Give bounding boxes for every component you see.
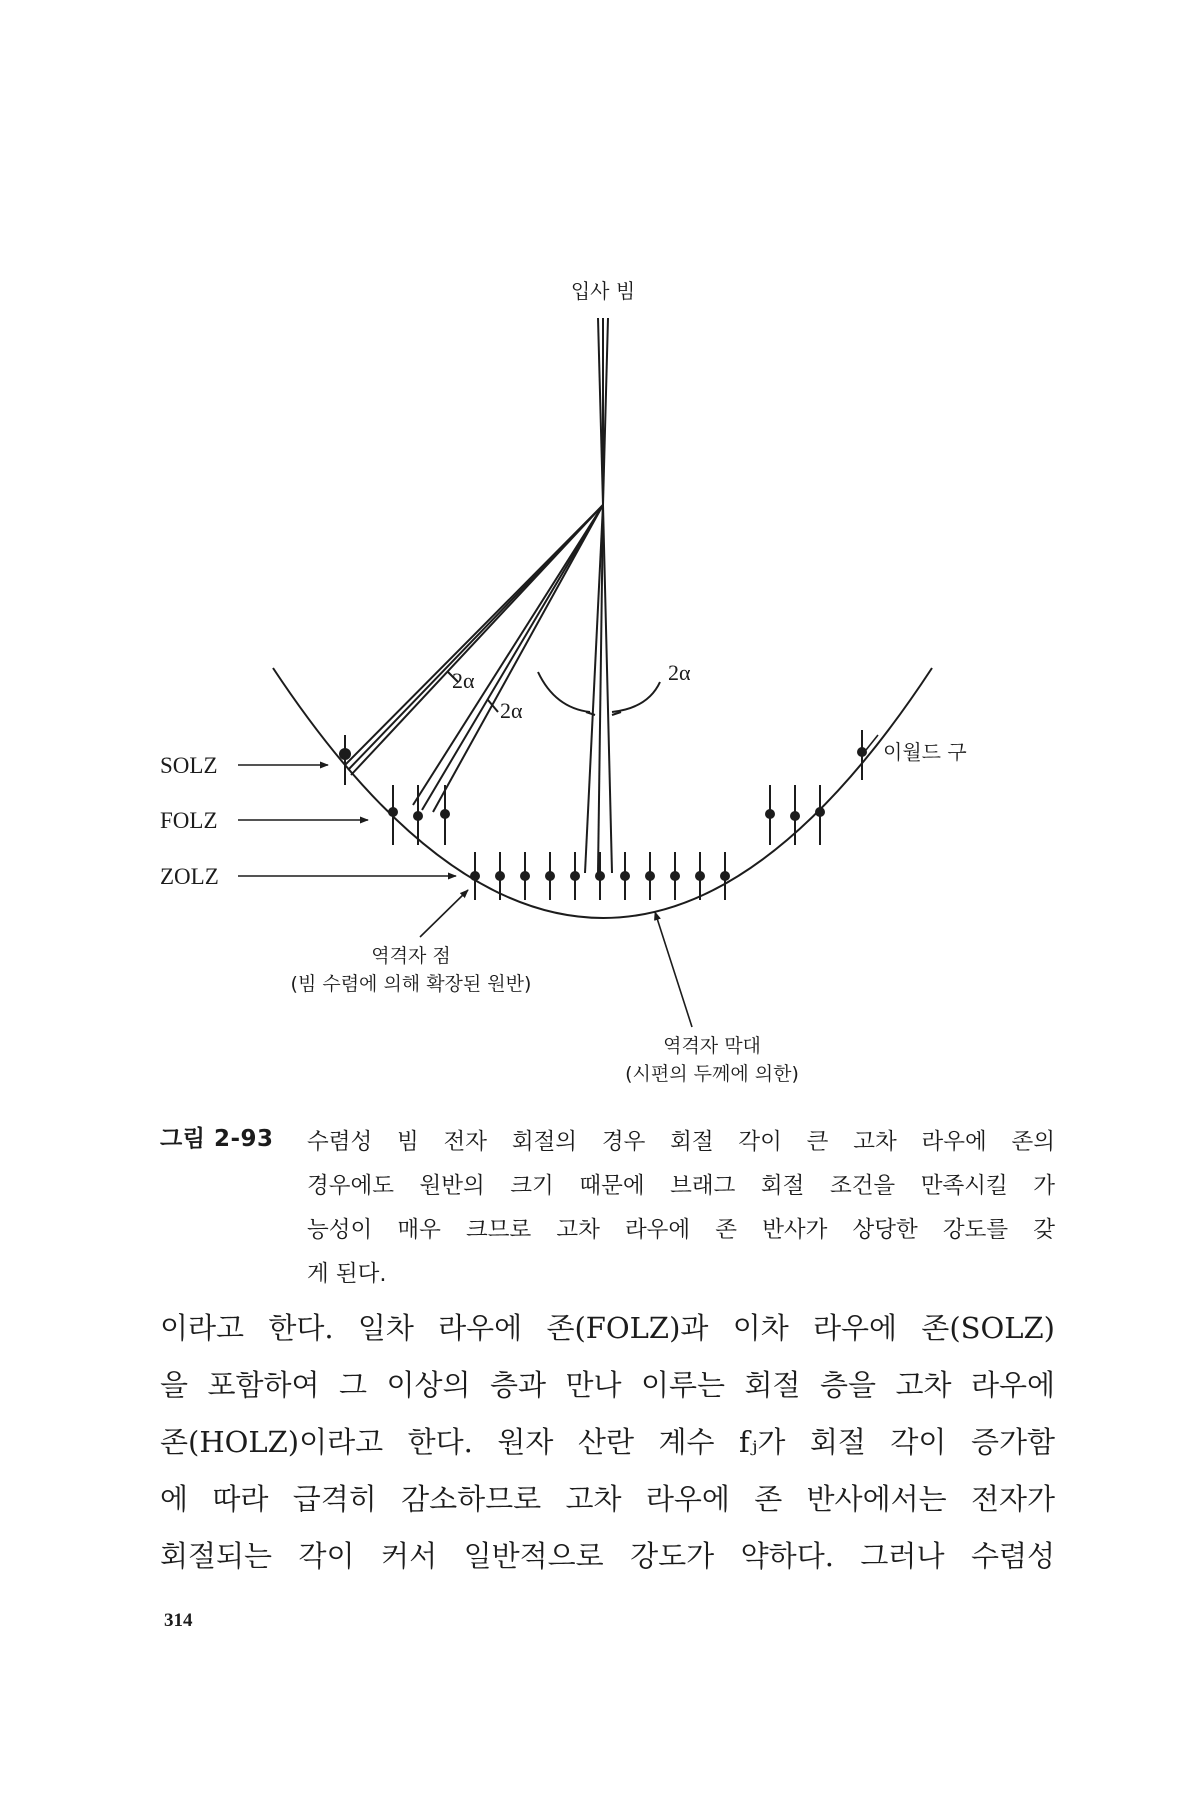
angle-arc-right xyxy=(538,672,590,712)
body-line: 을 포함하여 그 이상의 층과 만나 이루는 회절 층을 고차 라우에 xyxy=(160,1368,1055,1402)
angle-arc-right-2 xyxy=(612,682,660,712)
caption-line: 게 된다. xyxy=(307,1261,387,1287)
body-line: 이라고 한다. 일차 라우에 존(FOLZ)과 이차 라우에 존(SOLZ) xyxy=(160,1311,1055,1345)
lattice-point-label: 역격자 점 xyxy=(371,945,451,967)
body-paragraph xyxy=(160,1300,1055,1585)
incident-beam xyxy=(598,318,608,505)
ewald-sphere-label: 이월드 구 xyxy=(883,740,967,764)
zolz-beams xyxy=(585,505,612,873)
body-line: 에 따라 급격히 감소하므로 고차 라우에 존 반사에서는 전자가 xyxy=(160,1482,1055,1516)
ewald-sphere-arc xyxy=(273,668,932,918)
zolz-label: ZOLZ xyxy=(160,864,219,889)
lattice-rod-arrow xyxy=(655,912,692,1027)
lattice-rod-label: 역격자 막대 xyxy=(663,1035,761,1057)
folz-rods xyxy=(393,785,820,845)
lattice-points xyxy=(339,747,867,881)
caption-line: 능성이 매우 크므로 고차 라우에 존 반사가 상당한 강도를 갖 xyxy=(307,1217,1055,1243)
caption-line: 수렴성 빔 전자 회절의 경우 회절 각이 큰 고차 라우에 존의 xyxy=(307,1129,1055,1155)
solz-rods xyxy=(345,730,862,785)
folz-label: FOLZ xyxy=(160,808,218,833)
angle-label-right: 2α xyxy=(668,660,691,685)
body-line: 회절되는 각이 커서 일반적으로 강도가 약하다. 그러나 수렴성 xyxy=(160,1539,1055,1573)
angle-label-left-2: 2α xyxy=(500,698,523,723)
caption-line: 경우에도 원반의 크기 때문에 브래그 회절 조건을 만족시킬 가 xyxy=(307,1173,1055,1199)
ewald-label-leader xyxy=(866,735,878,750)
body-line: 존(HOLZ)이라고 한다. 원자 산란 계수 fⱼ가 회절 각이 증가함 xyxy=(160,1425,1055,1459)
page-number: 314 xyxy=(164,1610,193,1631)
incident-beam-label: 입사 빔 xyxy=(570,279,636,303)
lattice-rod-sublabel: (시편의 두께에 의한) xyxy=(625,1063,799,1085)
lattice-point-arrow xyxy=(420,890,468,937)
caption-text xyxy=(307,1120,1055,1296)
caption-label: 그림 2-93 xyxy=(160,1126,274,1152)
angle-label-left-1: 2α xyxy=(452,668,475,693)
solz-beams xyxy=(345,505,603,775)
solz-label: SOLZ xyxy=(160,753,218,778)
lattice-point-sublabel: (빔 수렴에 의해 확장된 원반) xyxy=(290,973,532,995)
folz-beams xyxy=(413,505,603,812)
